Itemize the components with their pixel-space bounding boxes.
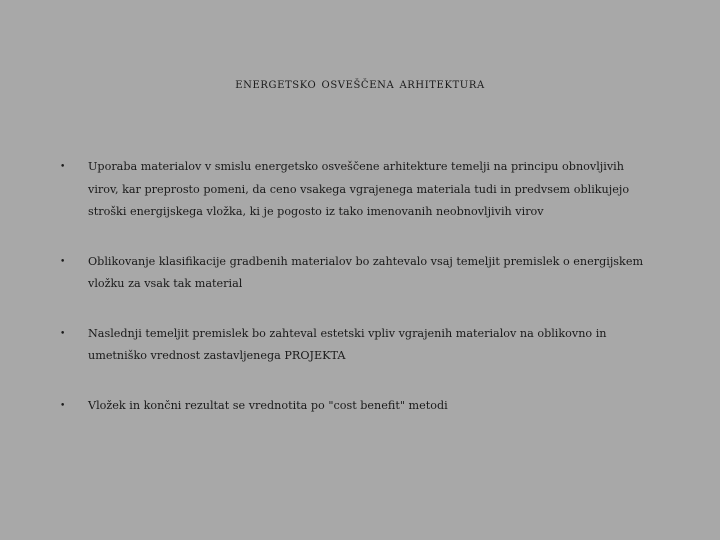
bullet-text: Uporaba materialov v smislu energetsko osveščene arhitekture temelji na principu obnovljivih virov, kar preprosto pomeni, da ceno vsakega vgrajenega materiala tudi in predvsem oblikujejo stroški energijskega vložka, ki je pogosto iz tako imenovanih neobnovljivih virov [88, 160, 630, 218]
bullet-item [56, 156, 656, 224]
bullet-item [56, 251, 656, 296]
bullet-text: Naslednji temeljit premislek bo zahteval estetski vpliv vgrajenih materialov na oblikovno in umetniško vrednost zastavljenega PROJEKTA [88, 326, 607, 362]
slide-title: energetsko osveščena arhitektura [235, 76, 485, 92]
bullet-text: Oblikovanje klasifikacije gradbenih materialov bo zahtevalo vsaj temeljit premislek o energijskem vložku za vsak tak material [88, 254, 644, 290]
bullet-icon: • [60, 328, 66, 339]
bullet-icon: • [60, 162, 66, 172]
bullet-list [56, 156, 656, 417]
bullet-text: Vložek in končni rezultat se vrednotita po "cost benefit" metodi [88, 398, 448, 412]
bullet-item [56, 323, 656, 368]
bullet-icon: • [60, 256, 66, 267]
bullet-icon: • [60, 400, 66, 411]
bullet-item [56, 395, 656, 418]
